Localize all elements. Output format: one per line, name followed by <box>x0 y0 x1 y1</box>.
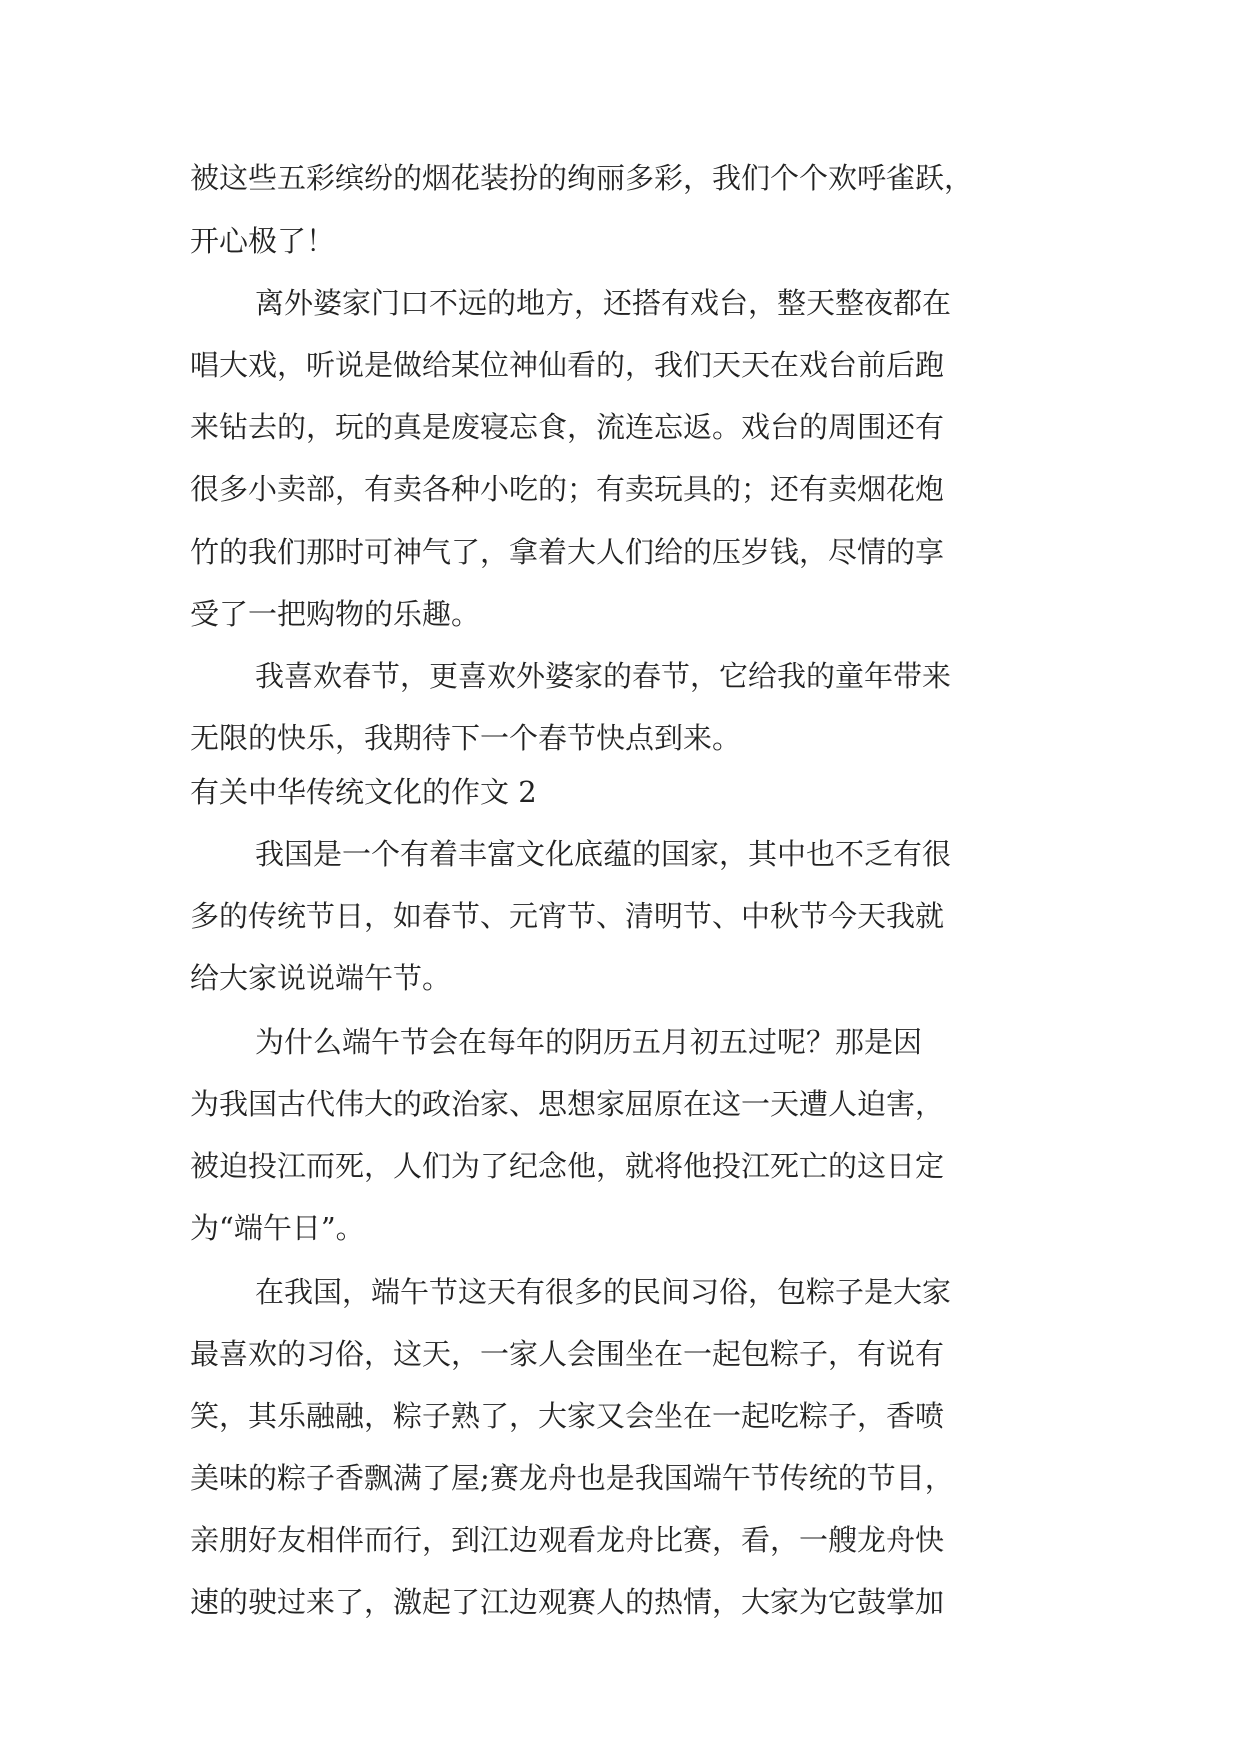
text-line: 为“端午日”。 <box>190 1211 365 1245</box>
text-line: 来钻去的，玩的真是废寝忘食，流连忘返。戏台的周围还有 <box>190 410 945 444</box>
text-line: 开心极了！ <box>190 224 336 258</box>
text-line: 多的传统节日，如春节、元宵节、清明节、中秋节今天我就 <box>190 899 945 933</box>
paragraph-start-line: 在我国，端午节这天有很多的民间习俗，包粽子是大家 <box>255 1275 952 1309</box>
paragraph-start-line: 我喜欢春节，更喜欢外婆家的春节，它给我的童年带来 <box>255 659 952 693</box>
text-line: 被迫投江而死，人们为了纪念他，就将他投江死亡的这日定 <box>190 1149 945 1183</box>
text-line: 很多小卖部，有卖各种小吃的；有卖玩具的；还有卖烟花炮 <box>190 472 945 506</box>
text-line: 亲朋好友相伴而行，到江边观看龙舟比赛，看，一艘龙舟快 <box>190 1523 945 1557</box>
paragraph-start-line: 为什么端午节会在每年的阴历五月初五过呢？那是因 <box>255 1025 923 1059</box>
text-line: 被这些五彩缤纷的烟花装扮的绚丽多彩，我们个个欢呼雀跃， <box>190 161 974 195</box>
text-line: 无限的快乐，我期待下一个春节快点到来。 <box>190 721 742 755</box>
text-line: 给大家说说端午节。 <box>190 961 452 995</box>
text-line: 唱大戏，听说是做给某位神仙看的，我们天天在戏台前后跑 <box>190 348 945 382</box>
text-line: 美味的粽子香飘满了屋;赛龙舟也是我国端午节传统的节目， <box>190 1461 954 1495</box>
text-line: 竹的我们那时可神气了，拿着大人们给的压岁钱，尽情的享 <box>190 535 945 569</box>
section-heading: 有关中华传统文化的作文 2 <box>190 775 537 809</box>
text-line: 最喜欢的习俗，这天，一家人会围坐在一起包粽子，有说有 <box>190 1337 945 1371</box>
text-line: 受了一把购物的乐趣。 <box>190 597 481 631</box>
paragraph-start-line: 我国是一个有着丰富文化底蕴的国家，其中也不乏有很 <box>255 837 952 871</box>
text-line: 笑，其乐融融，粽子熟了，大家又会坐在一起吃粽子，香喷 <box>190 1399 945 1433</box>
paragraph-start-line: 离外婆家门口不远的地方，还搭有戏台，整天整夜都在 <box>255 286 952 320</box>
text-line: 为我国古代伟大的政治家、思想家屈原在这一天遭人迫害， <box>190 1087 945 1121</box>
text-line: 速的驶过来了，激起了江边观赛人的热情，大家为它鼓掌加 <box>190 1585 945 1619</box>
